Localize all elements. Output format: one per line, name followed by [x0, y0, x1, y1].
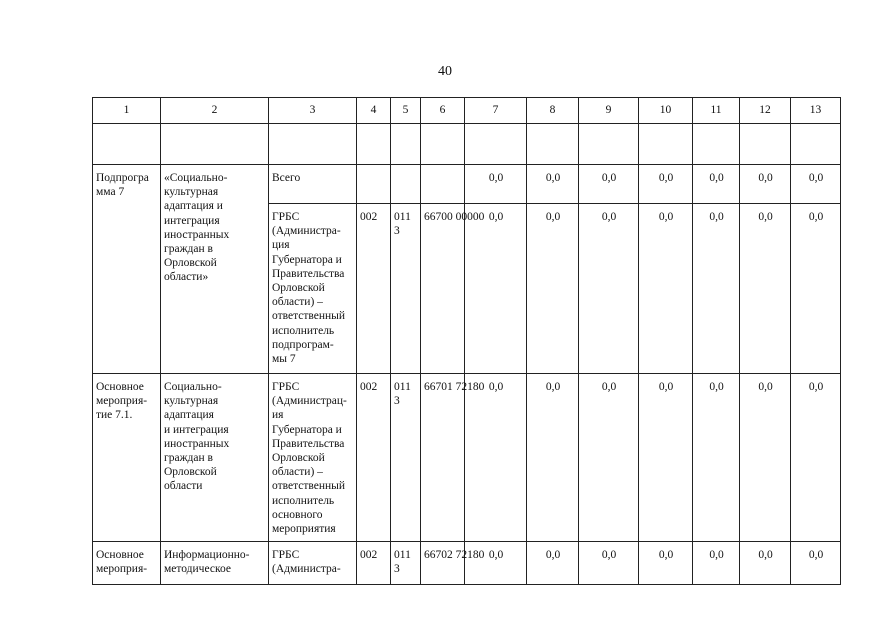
- column-number: 12: [740, 98, 791, 124]
- table-row: [93, 542, 841, 585]
- value-cell: 0,0: [740, 542, 791, 585]
- value-cell: 0,0: [693, 374, 740, 542]
- program-name-cell: Социально- культурная адаптация и интеграция иностранных граждан в Орловской области: [161, 374, 269, 542]
- value-cell: 0,0: [527, 165, 579, 204]
- value-cell: 0,0: [579, 165, 639, 204]
- value-cell: 0,0: [465, 204, 527, 374]
- value-cell: 0,0: [693, 165, 740, 204]
- value-cell: 0,0: [527, 542, 579, 585]
- grbs-code-cell: 002: [357, 374, 391, 542]
- target-code-cell: 66702 72180: [421, 542, 465, 585]
- target-code-cell: [421, 165, 465, 204]
- value-cell: 0,0: [740, 165, 791, 204]
- column-number: 2: [161, 98, 269, 124]
- value-cell: 0,0: [791, 204, 841, 374]
- column-number: 7: [465, 98, 527, 124]
- grbs-code-cell: 002: [357, 542, 391, 585]
- program-code-cell: Основное мероприя-: [93, 542, 161, 585]
- column-number: 8: [527, 98, 579, 124]
- section-code-cell: 011 3: [391, 542, 421, 585]
- value-cell: 0,0: [639, 374, 693, 542]
- section-code-cell: [391, 165, 421, 204]
- page-number: 40: [438, 64, 452, 79]
- value-cell: 0,0: [639, 542, 693, 585]
- value-cell: 0,0: [465, 374, 527, 542]
- column-number: 1: [93, 98, 161, 124]
- column-number: 3: [269, 98, 357, 124]
- value-cell: 0,0: [791, 165, 841, 204]
- value-cell: 0,0: [639, 165, 693, 204]
- column-number: 10: [639, 98, 693, 124]
- grbs-code-cell: 002: [357, 204, 391, 374]
- column-number: 5: [391, 98, 421, 124]
- value-cell: 0,0: [465, 542, 527, 585]
- column-number: 4: [357, 98, 391, 124]
- value-cell: 0,0: [579, 542, 639, 585]
- column-number: 9: [579, 98, 639, 124]
- target-code-cell: 66700 00000: [421, 204, 465, 374]
- column-number: 13: [791, 98, 841, 124]
- value-cell: 0,0: [693, 204, 740, 374]
- responsible-cell: ГРБС (Администра-: [269, 542, 357, 585]
- value-cell: 0,0: [579, 374, 639, 542]
- empty-row: [93, 124, 841, 165]
- target-code-cell: 66701 72180: [421, 374, 465, 542]
- table-row: [93, 165, 841, 204]
- column-number: 6: [421, 98, 465, 124]
- value-cell: 0,0: [639, 204, 693, 374]
- column-number-row: [93, 98, 841, 124]
- section-code-cell: 011 3: [391, 204, 421, 374]
- program-name-cell: Информационно- методическое: [161, 542, 269, 585]
- value-cell: 0,0: [465, 165, 527, 204]
- value-cell: 0,0: [791, 542, 841, 585]
- section-code-cell: 011 3: [391, 374, 421, 542]
- responsible-cell: ГРБС (Администра- ция Губернатора и Правительства Орловской области) – ответственный исполнитель подпрограм- мы 7: [269, 204, 357, 374]
- budget-table: [92, 97, 841, 585]
- program-code-cell: Подпрогра мма 7: [93, 165, 161, 374]
- program-code-cell: Основное мероприя- тие 7.1.: [93, 374, 161, 542]
- value-cell: 0,0: [693, 542, 740, 585]
- responsible-cell: Всего: [269, 165, 357, 204]
- column-number: 11: [693, 98, 740, 124]
- value-cell: 0,0: [740, 204, 791, 374]
- table-row: [93, 374, 841, 542]
- value-cell: 0,0: [791, 374, 841, 542]
- program-name-cell: «Социально- культурная адаптация и интеграция иностранных граждан в Орловской области»: [161, 165, 269, 374]
- grbs-code-cell: [357, 165, 391, 204]
- value-cell: 0,0: [579, 204, 639, 374]
- value-cell: 0,0: [527, 374, 579, 542]
- responsible-cell: ГРБС (Администрац- ия Губернатора и Правительства Орловской области) – ответственный исполнитель основного мероприятия: [269, 374, 357, 542]
- value-cell: 0,0: [527, 204, 579, 374]
- value-cell: 0,0: [740, 374, 791, 542]
